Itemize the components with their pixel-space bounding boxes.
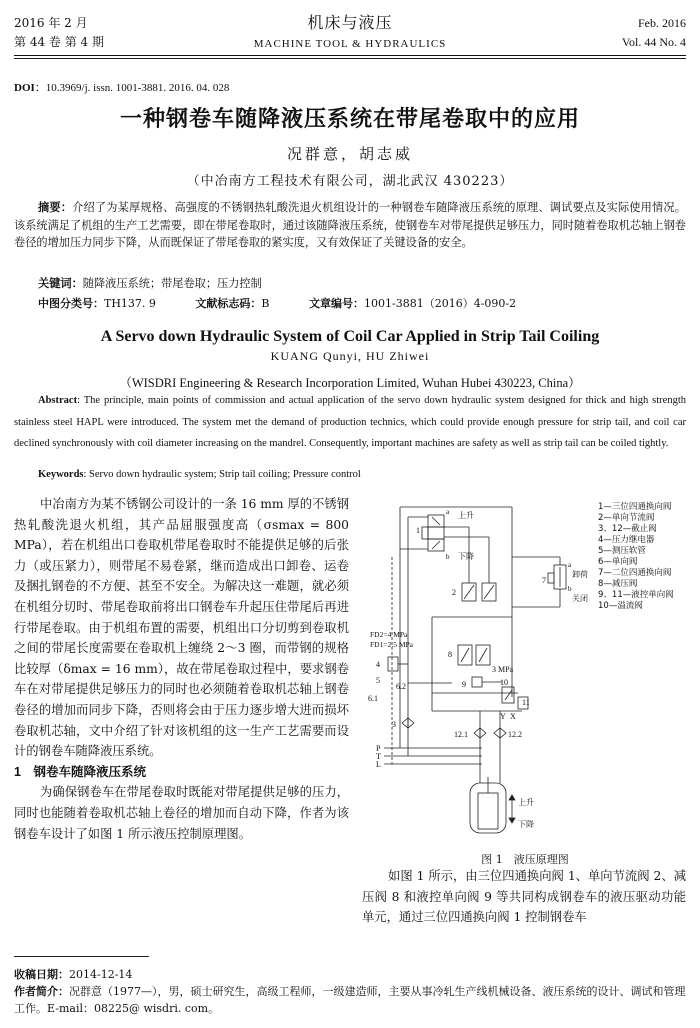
clc-value: TH137. 9 xyxy=(104,297,156,310)
keywords-en xyxy=(38,469,361,480)
label-unload: 卸荷 xyxy=(572,570,588,579)
page-title: 一种钢卷车随降液压系统在带尾卷取中的应用 xyxy=(119,106,580,132)
valve-8 xyxy=(458,645,490,665)
label-1: 1 xyxy=(416,526,420,535)
valves-9-10-11 xyxy=(432,677,528,709)
section-heading-1: 1 钢卷车随降液压系统 xyxy=(14,764,146,779)
abstract-cn-text: 介绍了为某厚规格、高强度的不锈钢热轧酸洗退火机组设计的一种钢卷车随降液压系统的原理、调试要点及实际使用情况。该系统满足了机组的生产工艺需要，即在带尾卷取时，通过该随降液压系统，使钢卷车对带尾提供足够压力，同时随着卷取机芯轴上钢卷卷径的增加压力同步下降，从而既保证了带尾卷取的紧实度，又有效保证了关键设备的安全。 xyxy=(14,201,686,249)
header-rule-thin xyxy=(14,58,686,59)
label-12-1: 12.1 xyxy=(454,730,468,739)
legend-item: 9、11—液控单向阀 xyxy=(598,590,674,600)
clc-label: 中图分类号： xyxy=(38,297,104,310)
abstract-cn-label: 摘要： xyxy=(38,200,73,214)
hydraulic-schematic-figure xyxy=(362,497,688,859)
label-down-2: 下降 xyxy=(518,820,534,829)
header-center xyxy=(0,10,700,50)
label-3: 3 xyxy=(392,720,396,729)
doi-label: DOI xyxy=(14,82,35,94)
body-para-1: 中冶南方为某不锈钢公司设计的一条 16 mm 厚的不锈钢热轧酸洗退火机组，其产品屈服强度高（σsmax = 800 MPa），若在机组出口卷取机带尾卷取时不能提供足够的后张力（或压紧力），则带尾不易卷紧，继而造成出口卸卷、运卷及捆扎钢卷的不方便、甚至不安全。为解决这一难题，就必须在机组分切时、带尾卷取前将出口钢卷车升起压住带尾后再进行带尾卷取。由于机组布置的需要，机组出口分切剪到卷取机之间的带尾长度需要在卷取机上缠绕 2～3 圈，而带钢的规格比较厚（δmax = 16 mm），故在带尾卷取过程中，要求钢卷车在对带尾提供足够压力的同时也必须随着卷取机芯轴上钢卷卷径的增加而同步下降，否则将会由于压力逐步增大进而损坏卷取机芯轴，文中介绍了针对该机组的这一生产工艺需要而设计的钢卷车随降液压系统。 xyxy=(14,497,349,759)
footnote xyxy=(14,966,686,1017)
label-9: 9 xyxy=(462,680,466,689)
bio-label: 作者简介： xyxy=(14,985,69,998)
label-6-2: 6.2 xyxy=(396,682,406,691)
pressure-relay-4 xyxy=(388,657,408,671)
label-b: b xyxy=(446,553,450,561)
valve-7 xyxy=(512,557,566,607)
label-fd2: FD2=4 MPa xyxy=(370,630,408,639)
legend-item: 10—溢流阀 xyxy=(598,601,643,611)
received-date: 2014-12-14 xyxy=(69,968,133,981)
authors-cn: 况群意，胡志威 xyxy=(286,145,413,163)
label-x: X xyxy=(510,712,516,721)
keywords-cn-text: 随降液压系统；带尾卷取；压力控制 xyxy=(82,277,262,290)
label-p: P xyxy=(376,744,381,753)
legend-item: 2—单向节流阀 xyxy=(598,513,655,523)
label-a2: a xyxy=(568,561,572,569)
figure-caption: 图 1 液压原理图 xyxy=(481,853,569,866)
bio-text: 况群意（1977—），男，硕士研究生，高级工程师，一级建造师，主要从事冷轧生产线机械设备、液压系统的设计、调试和管理工作。E-mail：08225@ wisdri. com。 xyxy=(14,985,686,1015)
body-right-column xyxy=(362,866,686,928)
article-no-value: 1001-3881（2016）4-090-2 xyxy=(364,297,517,310)
legend-item: 5—测压软管 xyxy=(598,546,646,556)
figure-legend xyxy=(598,501,674,611)
label-11: 11 xyxy=(522,698,530,707)
doi-line xyxy=(14,79,229,95)
header-right xyxy=(622,14,686,52)
label-8: 8 xyxy=(448,650,452,659)
abstract-cn xyxy=(14,199,686,252)
legend-item: 3、12—截止阀 xyxy=(598,524,657,534)
label-7: 7 xyxy=(542,576,546,585)
legend-item: 7—二位四通换向阀 xyxy=(598,568,672,578)
affiliation-en: （WISDRI Engineering & Research Incorporation Limited, Wuhan Hubei 430223, China） xyxy=(119,376,581,390)
keywords-cn-label: 关键词： xyxy=(38,276,83,290)
doc-code-value: B xyxy=(261,297,270,310)
label-l: L xyxy=(376,760,381,769)
label-10: 10 xyxy=(500,678,508,687)
legend-item: 4—压力继电器 xyxy=(598,535,655,545)
label-fd1: FD1=2.5 MPa xyxy=(370,640,413,649)
label-4: 4 xyxy=(376,660,380,669)
label-up-1: 上升 xyxy=(458,511,474,520)
affiliation-cn: （中冶南方工程技术有限公司，湖北武汉 430223） xyxy=(186,174,514,189)
legend-item: 6—单向阀 xyxy=(598,557,638,567)
header-date-cn: 2016 年 2 月 xyxy=(14,16,88,30)
label-close: 关闭 xyxy=(572,594,588,603)
keywords-cn xyxy=(38,275,262,291)
hydraulic-cylinder xyxy=(470,777,515,833)
label-5: 5 xyxy=(376,676,380,685)
journal-name-en: MACHINE TOOL & HYDRAULICS xyxy=(253,38,447,50)
body-para-2: 为确保钢卷车在带尾卷取时既能对带尾提供足够的压力，同时也能随着卷取机芯轴上卷径的增加而自动下降，作者为该钢卷车设计了如图 1 所示液压控制原理图。 xyxy=(14,785,349,841)
keywords-en-text: : Servo down hydraulic system; Strip tail coiling; Pressure control xyxy=(83,469,361,480)
article-no-label: 文章编号： xyxy=(309,297,365,310)
abstract-en-text: : The principle, main points of commission and actual application of the servo down hydraulic system designed for thick and high strength stainless steel HAPL were introduced. The system met the demand of production technics, which could provide enough pressure for strip tail, and coil car declined synchronously with coil diameter increasing on the mandrel. Consequently, important machines are safety as well as strip tail can be coiled tightly. xyxy=(14,395,686,449)
label-a: a xyxy=(446,508,450,516)
label-2: 2 xyxy=(452,588,456,597)
label-down-1: 下降 xyxy=(458,552,474,561)
label-3mpa: 3 MPa xyxy=(492,665,514,674)
legend-item: 8—减压阀 xyxy=(598,579,638,589)
doi-value: ：10.3969/j. issn. 1001-3881. 2016. 04. 028 xyxy=(34,82,230,94)
label-b2: b xyxy=(568,585,572,593)
shutoff-valves xyxy=(402,711,506,783)
label-12-2: 12.2 xyxy=(508,730,522,739)
header-issue-en: Vol. 44 No. 4 xyxy=(621,35,686,49)
abstract-en xyxy=(14,390,686,455)
abstract-en-label: Abstract xyxy=(38,395,78,406)
label-t: T xyxy=(376,752,381,761)
header-date-en: Feb. 2016 xyxy=(638,16,686,30)
keywords-en-label: Keywords xyxy=(38,469,84,480)
body-para-right-1: 如图 1 所示，由三位四通换向阀 1、单向节流阀 2、减压阀 8 和液控单向阀 9 等共同构成钢卷车的液压驱动功能单元，通过三位四通换向阀 1 控制钢卷车 xyxy=(362,869,686,925)
title-en: A Servo down Hydraulic System of Coil Car Applied in Strip Tail Coiling xyxy=(100,328,600,345)
received-label: 收稿日期： xyxy=(14,968,69,981)
authors-en: KUANG Qunyi, HU Zhiwei xyxy=(270,349,430,363)
footnote-rule xyxy=(14,956,149,957)
label-up-2: 上升 xyxy=(518,798,534,807)
valve-1 xyxy=(422,515,444,551)
header-rule xyxy=(14,55,686,56)
legend-item: 1—三位四通换向阀 xyxy=(598,502,672,512)
doc-code-label: 文献标志码： xyxy=(195,297,262,310)
label-6-1: 6.1 xyxy=(368,694,378,703)
label-y: Y xyxy=(500,712,506,721)
classification-line xyxy=(38,295,552,311)
body-left-column xyxy=(14,494,349,844)
journal-name-cn: 机床与液压 xyxy=(307,13,393,32)
header-issue-cn: 第 44 卷 第 4 期 xyxy=(14,35,104,49)
